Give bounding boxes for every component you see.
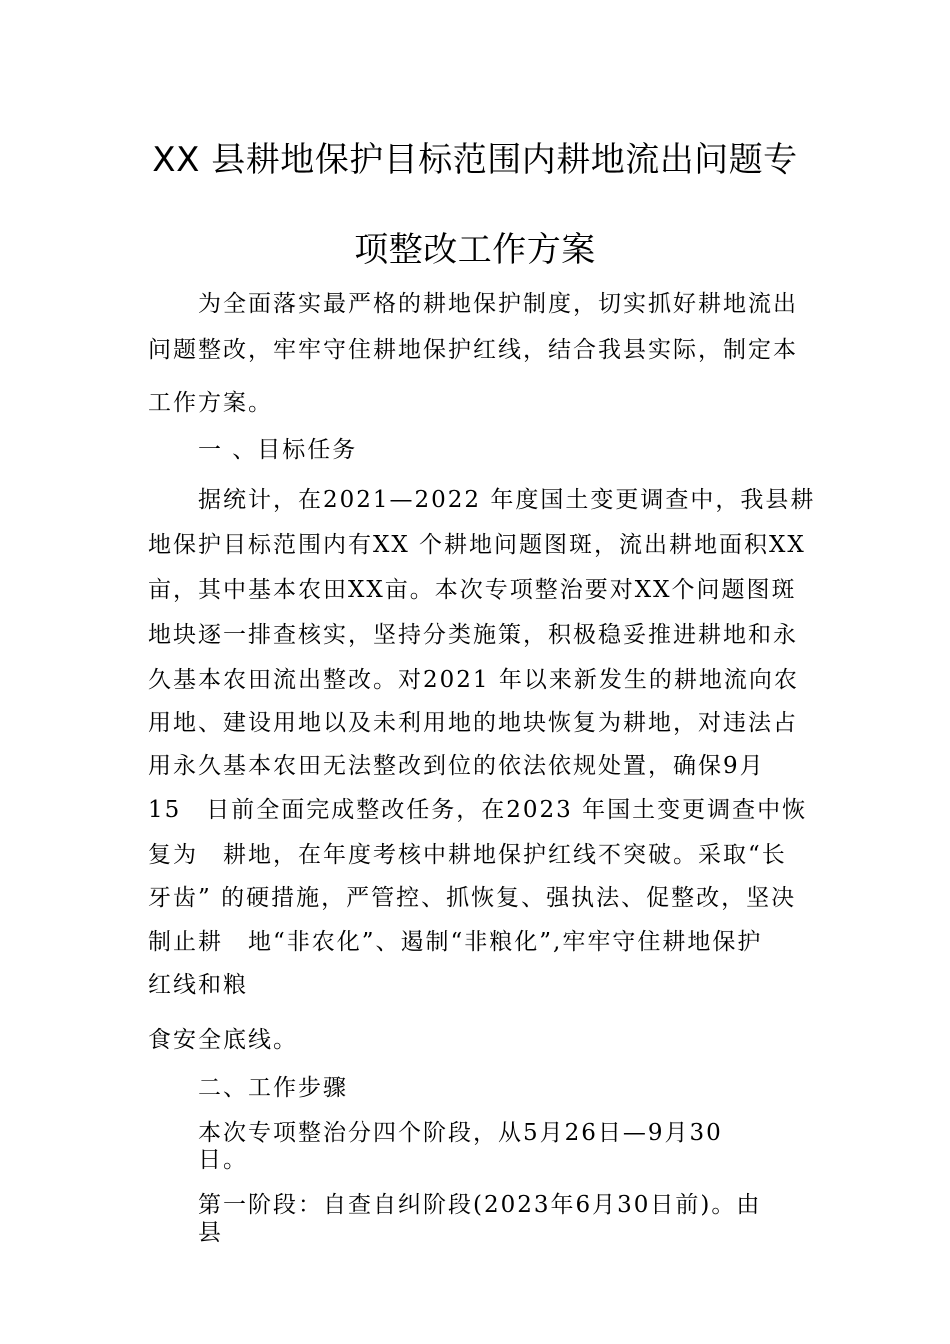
paragraph-line: 本次专项整治分四个阶段，从5月26日—9月30 bbox=[198, 1120, 723, 1146]
paragraph-line: 问题整改，牢牢守住耕地保护红线，结合我县实际，制定本 bbox=[148, 337, 798, 363]
paragraph-line: 牙齿” 的硬措施，严管控、抓恢复、强执法、促整改，坚决 bbox=[148, 885, 797, 911]
paragraph-line: 为全面落实最严格的耕地保护制度，切实抓好耕地流出 bbox=[198, 291, 798, 317]
paragraph-line: 久基本农田流出整改。对2021 年以来新发生的耕地流向农 bbox=[148, 667, 799, 693]
paragraph-line: 亩，其中基本农田XX亩。本次专项整治要对XX个问题图斑 bbox=[148, 577, 797, 603]
paragraph-line: 工作方案。 bbox=[148, 390, 273, 416]
paragraph-line: 第一阶段：自查自纠阶段(2023年6月30日前)。由 bbox=[198, 1192, 762, 1218]
paragraph-line: 复为 耕地，在年度考核中耕地保护红线不突破。采取“长 bbox=[148, 842, 787, 868]
section-heading-steps: 二、工作步骤 bbox=[198, 1075, 348, 1101]
section-heading-goals: 一 、目标任务 bbox=[198, 437, 358, 463]
paragraph-line: 日。 bbox=[198, 1147, 248, 1173]
paragraph-line: 制止耕 地“非农化”、遏制“非粮化”,牢牢守住耕地保护 bbox=[148, 929, 763, 955]
paragraph-line: 据统计，在2021—2022 年度国土变更调查中，我县耕 bbox=[198, 487, 816, 513]
document-title-line-1: XX 县耕地保护目标范围内耕地流出问题专 bbox=[152, 140, 798, 180]
paragraph-line: 用地、建设用地以及未利用地的地块恢复为耕地，对违法占 bbox=[148, 710, 798, 736]
paragraph-line: 地块逐一排查核实，坚持分类施策，积极稳妥推进耕地和永 bbox=[148, 622, 798, 648]
paragraph-line: 红线和粮 bbox=[148, 972, 248, 998]
paragraph-line: 地保护目标范围内有XX 个耕地问题图斑，流出耕地面积XX bbox=[148, 532, 806, 558]
paragraph-line: 15 日前全面完成整改任务，在2023 年国土变更调查中恢 bbox=[148, 797, 808, 823]
document-title-line-2: 项整改工作方案 bbox=[354, 230, 596, 270]
paragraph-line: 县 bbox=[198, 1220, 223, 1246]
paragraph-line: 用永久基本农田无法整改到位的依法依规处置，确保9月 bbox=[148, 753, 765, 779]
paragraph-line: 食安全底线。 bbox=[148, 1027, 298, 1053]
